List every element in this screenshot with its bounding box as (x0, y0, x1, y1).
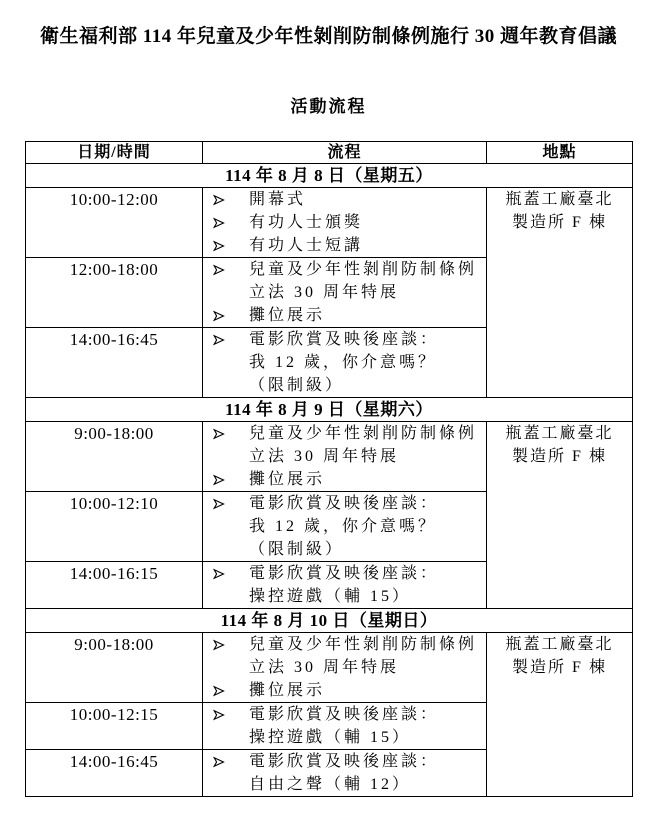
col-header-location: 地點 (487, 142, 633, 164)
document-subtitle: 活動流程 (290, 97, 367, 116)
flow-text: 自由之聲（輔 12） (249, 776, 412, 793)
location-line: 製造所 F 棟 (512, 448, 607, 465)
flow-item-line (203, 304, 486, 327)
flow-text: 開幕式 (249, 191, 307, 208)
bullet-indent-spacer (213, 656, 249, 679)
flow-cell (203, 703, 487, 750)
flow-text: 兒童及少年性剝削防制條例 (249, 425, 478, 442)
time-cell: 14:00-16:45 (26, 750, 203, 797)
col-header-date-time: 日期/時間 (26, 142, 203, 164)
time-cell: 10:00-12:15 (26, 703, 203, 750)
arrow-bullet-icon (213, 304, 249, 327)
flow-cell (203, 422, 487, 492)
flow-item-line (203, 234, 486, 257)
arrow-bullet-icon (213, 234, 249, 257)
flow-item-continuation-line (203, 656, 486, 679)
flow-text: 電影欣賞及映後座談： (249, 495, 440, 512)
flow-item-line (203, 562, 486, 585)
flow-text: （限制級） (249, 377, 345, 394)
time-cell: 9:00-18:00 (26, 633, 203, 703)
flow-item-continuation-line (203, 773, 486, 796)
schedule-row (26, 422, 633, 492)
flow-item-continuation-line (203, 726, 486, 749)
arrow-bullet-icon (213, 468, 249, 491)
bullet-indent-spacer (213, 351, 249, 374)
flow-item-line (203, 211, 486, 234)
arrow-bullet-icon (213, 188, 249, 211)
flow-text: 兒童及少年性剝削防制條例 (249, 636, 478, 653)
time-cell: 14:00-16:45 (26, 328, 203, 398)
arrow-bullet-icon (213, 703, 249, 726)
col-header-flow: 流程 (203, 142, 487, 164)
flow-text: 電影欣賞及映後座談： (249, 753, 440, 770)
flow-item-line (203, 328, 486, 351)
arrow-bullet-icon (213, 633, 249, 656)
flow-item-line (203, 750, 486, 773)
bullet-indent-spacer (213, 773, 249, 796)
flow-text: 操控遊戲（輔 15） (249, 729, 412, 746)
bullet-indent-spacer (213, 538, 249, 561)
flow-cell (203, 258, 487, 328)
bullet-indent-spacer (213, 726, 249, 749)
section-date-header: 114 年 8 月 9 日（星期六） (26, 398, 633, 422)
flow-cell (203, 328, 487, 398)
arrow-bullet-icon (213, 562, 249, 585)
location-line: 製造所 F 棟 (512, 214, 607, 231)
flow-text: （限制級） (249, 541, 345, 558)
section-header-row (26, 609, 633, 633)
arrow-bullet-icon (213, 492, 249, 515)
section-header-row (26, 398, 633, 422)
flow-text: 兒童及少年性剝削防制條例 (249, 261, 478, 278)
location-line: 瓶蓋工廠臺北 (505, 636, 614, 653)
flow-item-line (203, 188, 486, 211)
flow-text: 電影欣賞及映後座談： (249, 565, 440, 582)
bullet-indent-spacer (213, 515, 249, 538)
flow-item-line (203, 633, 486, 656)
location-cell (487, 422, 633, 609)
flow-text: 我 12 歲，你介意嗎？ (249, 518, 438, 535)
bullet-indent-spacer (213, 374, 249, 397)
flow-cell (203, 492, 487, 562)
flow-text: 立法 30 周年特展 (249, 448, 400, 465)
arrow-bullet-icon (213, 679, 249, 702)
time-cell: 10:00-12:00 (26, 188, 203, 258)
flow-text: 我 12 歲，你介意嗎？ (249, 354, 438, 371)
time-cell: 9:00-18:00 (26, 422, 203, 492)
time-cell: 12:00-18:00 (26, 258, 203, 328)
flow-item-continuation-line (203, 351, 486, 374)
flow-item-continuation-line (203, 585, 486, 608)
flow-text: 立法 30 周年特展 (249, 659, 400, 676)
flow-text: 有功人士短講 (249, 237, 364, 254)
schedule-table (25, 141, 633, 797)
arrow-bullet-icon (213, 211, 249, 234)
flow-item-line (203, 258, 486, 281)
location-cell (487, 633, 633, 797)
flow-cell (203, 750, 487, 797)
arrow-bullet-icon (213, 750, 249, 773)
flow-item-continuation-line (203, 281, 486, 304)
arrow-bullet-icon (213, 328, 249, 351)
location-cell (487, 188, 633, 398)
location-line: 瓶蓋工廠臺北 (505, 425, 614, 442)
flow-cell (203, 188, 487, 258)
flow-item-line (203, 468, 486, 491)
flow-item-line (203, 422, 486, 445)
location-line: 製造所 F 棟 (512, 659, 607, 676)
arrow-bullet-icon (213, 422, 249, 445)
flow-item-line (203, 703, 486, 726)
section-header-row (26, 164, 633, 188)
bullet-indent-spacer (213, 281, 249, 304)
table-header-row (26, 142, 633, 164)
arrow-bullet-icon (213, 258, 249, 281)
flow-item-line (203, 492, 486, 515)
flow-text: 攤位展示 (249, 307, 326, 324)
bullet-indent-spacer (213, 445, 249, 468)
time-cell: 14:00-16:15 (26, 562, 203, 609)
flow-item-continuation-line (203, 515, 486, 538)
flow-item-continuation-line (203, 445, 486, 468)
location-line: 瓶蓋工廠臺北 (505, 191, 614, 208)
flow-text: 立法 30 周年特展 (249, 284, 400, 301)
flow-item-continuation-line (203, 374, 486, 397)
document-title: 衛生福利部 114 年兒童及少年性剝削防制條例施行 30 週年教育倡議 (40, 26, 617, 47)
flow-item-continuation-line (203, 538, 486, 561)
bullet-indent-spacer (213, 585, 249, 608)
flow-item-line (203, 679, 486, 702)
flow-cell (203, 562, 487, 609)
section-date-header: 114 年 8 月 8 日（星期五） (26, 164, 633, 188)
flow-cell (203, 633, 487, 703)
section-date-header: 114 年 8 月 10 日（星期日） (26, 609, 633, 633)
flow-text: 電影欣賞及映後座談： (249, 706, 440, 723)
flow-text: 操控遊戲（輔 15） (249, 588, 412, 605)
flow-text: 攤位展示 (249, 471, 326, 488)
flow-text: 攤位展示 (249, 682, 326, 699)
schedule-row (26, 633, 633, 703)
flow-text: 電影欣賞及映後座談： (249, 331, 440, 348)
schedule-row (26, 188, 633, 258)
flow-text: 有功人士頒獎 (249, 214, 364, 231)
time-cell: 10:00-12:10 (26, 492, 203, 562)
